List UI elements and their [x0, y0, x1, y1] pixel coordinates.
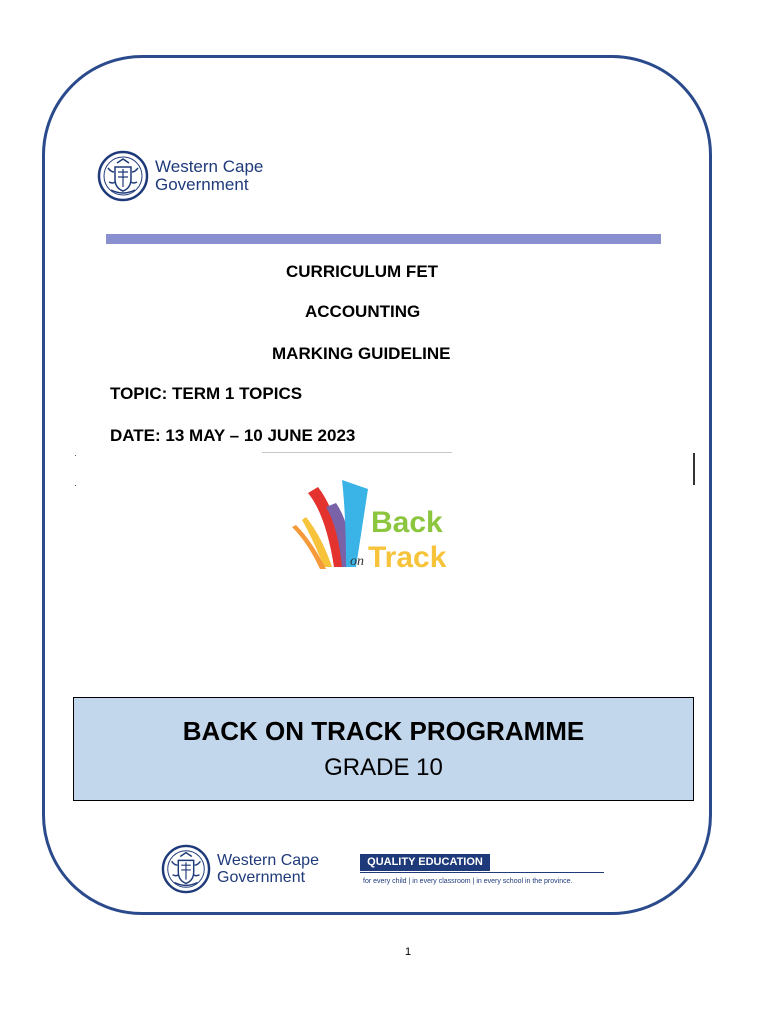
back-on-track-logo-icon — [280, 475, 450, 580]
curriculum-heading: CURRICULUM FET — [286, 262, 439, 281]
footer-wcg-wordmark — [217, 852, 319, 886]
page-number: 1 — [405, 946, 412, 958]
quality-underline — [360, 872, 604, 873]
header-divider — [106, 234, 661, 244]
stray-mark — [75, 485, 76, 486]
header-logo — [97, 150, 263, 202]
banner-grade: GRADE 10 — [324, 754, 443, 781]
logo-word-back: Back — [371, 506, 443, 539]
coat-of-arms-icon — [161, 844, 211, 894]
coat-of-arms-icon — [97, 150, 149, 202]
wcg-wordmark — [155, 158, 263, 194]
margin-bar — [693, 453, 695, 485]
subject-heading: ACCOUNTING — [305, 302, 421, 321]
logo-word-on: on — [350, 554, 364, 569]
topic-line: TOPIC: TERM 1 TOPICS — [110, 384, 303, 403]
divider-line — [262, 452, 452, 453]
doc-type-heading: MARKING GUIDELINE — [272, 344, 451, 363]
banner-title: BACK ON TRACK PROGRAMME — [182, 716, 585, 746]
date-line: DATE: 13 MAY – 10 JUNE 2023 — [110, 426, 356, 445]
footer-logo — [161, 844, 319, 894]
wcg-line1: Western Cape — [155, 157, 264, 176]
logo-word-track: Track — [368, 541, 447, 574]
programme-banner — [73, 697, 694, 801]
footer-wcg-line2: Government — [217, 869, 306, 886]
footer-wcg-line1: Western Cape — [217, 852, 319, 869]
wcg-line2: Government — [155, 175, 249, 194]
quality-tagline: for every child | in every classroom | in every school in the province. — [363, 878, 573, 885]
stray-mark — [75, 455, 76, 456]
quality-education-badge: QUALITY EDUCATION — [360, 854, 490, 871]
